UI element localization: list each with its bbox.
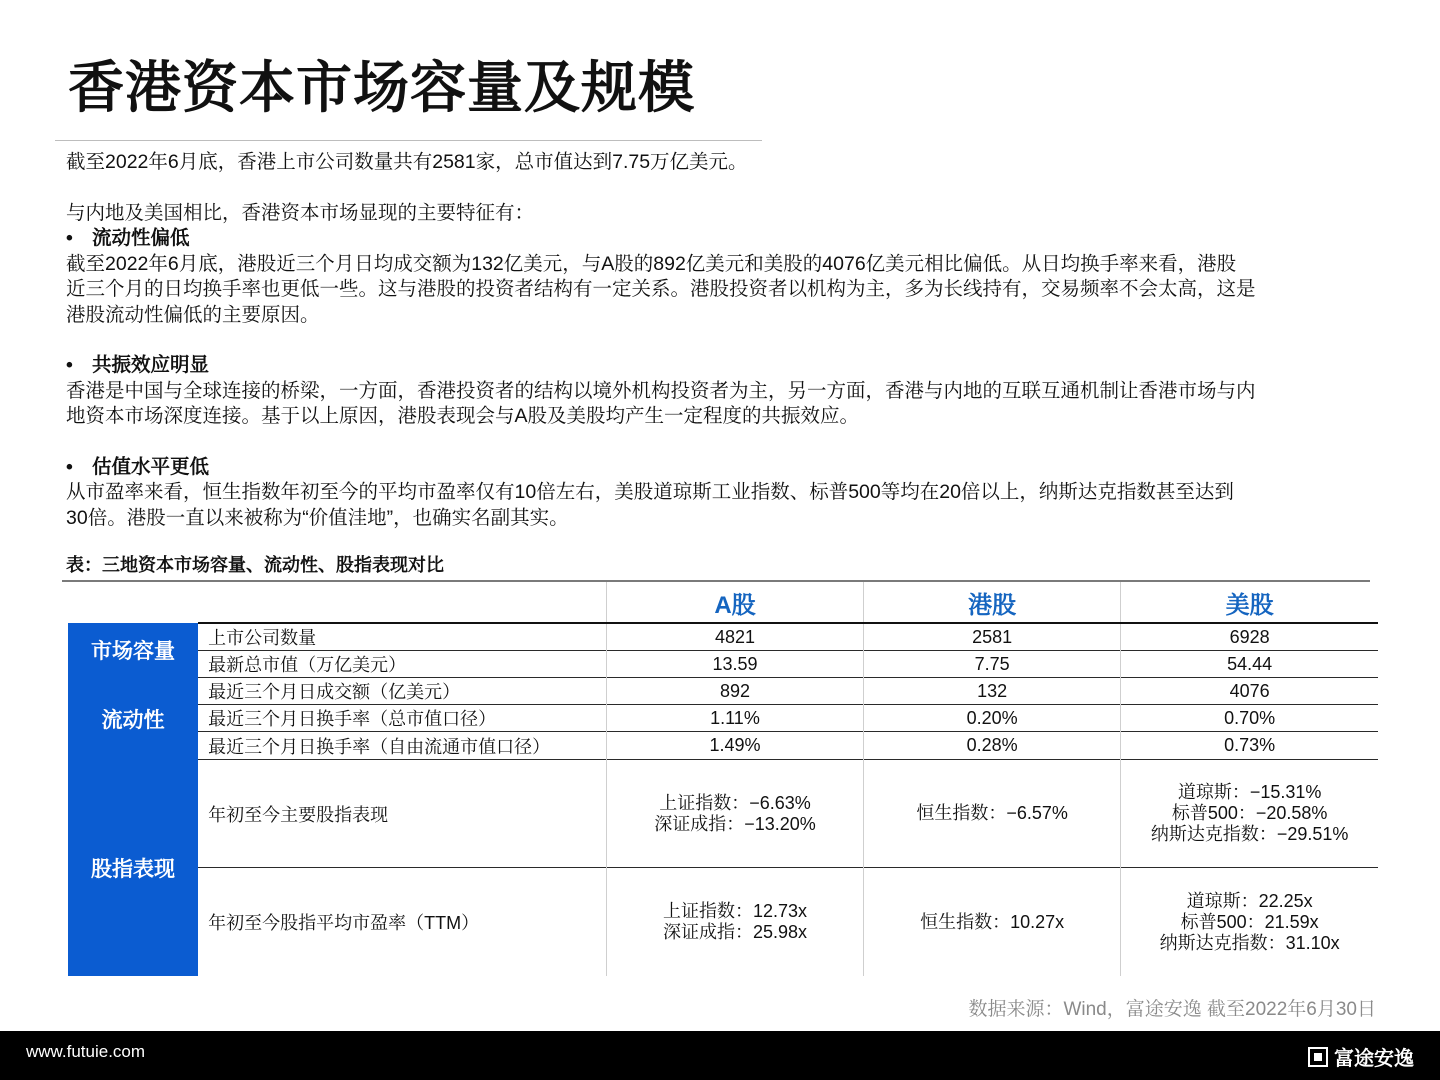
- brand-logo-icon: [1308, 1047, 1328, 1067]
- value-line: 上证指数：−6.63%: [659, 792, 811, 813]
- value-line: 标普500：21.59x: [1180, 911, 1319, 932]
- category-liquidity: 流动性: [68, 678, 198, 760]
- value-line: 恒生指数：10.27x: [920, 911, 1065, 932]
- value-cell: 4076: [1121, 678, 1378, 705]
- section-line: 从市盈率来看，恒生指数年初至今的平均市盈率仅有10倍左右，美股道琼斯工业指数、标普500等均在20倍以上，纳斯达克指数甚至达到: [66, 481, 1234, 503]
- bullet-dot: •: [66, 227, 73, 249]
- value-cell: 892: [606, 678, 863, 705]
- value-cell: [606, 868, 863, 977]
- metric-label: 年初至今主要股指表现: [198, 760, 606, 868]
- metric-label: 最近三个月日成交额（亿美元）: [198, 678, 606, 705]
- bullet-dot: •: [66, 455, 73, 478]
- brand-name: 富途安逸: [1334, 1048, 1414, 1070]
- header-us-share: 美股: [1121, 582, 1378, 623]
- intro-paragraph: 截至2022年6月底，香港上市公司数量共有2581家，总市值达到7.75万亿美元。: [66, 151, 748, 173]
- data-source-note: 数据来源：Wind，富途安逸 截至2022年6月30日: [968, 999, 1376, 1020]
- value-line: 深证成指：25.98x: [662, 922, 807, 942]
- footer-bar: [0, 1031, 1440, 1080]
- metric-label: 最新总市值（万亿美元）: [198, 651, 606, 678]
- footer-url-link[interactable]: www.futuie.com: [26, 1042, 146, 1061]
- value-cell: [606, 760, 863, 868]
- metric-label: 最近三个月日换手率（自由流通市值口径）: [198, 732, 606, 760]
- value-line: 纳斯达克指数：−29.51%: [1150, 824, 1349, 844]
- table-row: [68, 732, 1378, 760]
- body-text: [66, 150, 1366, 531]
- section-line: 近三个月的日均换手率也更低一些。这与港股的投资者结构有一定关系。港股投资者以机构为主，多为长线持有，交易频率不会太高，这是: [66, 278, 1256, 300]
- value-cell: 7.75: [864, 651, 1121, 678]
- metric-label: 年初至今股指平均市盈率（TTM）: [198, 868, 606, 977]
- value-line: 恒生指数：−6.57%: [916, 803, 1068, 823]
- bullet-heading-text: 共振效应明显: [92, 354, 210, 376]
- bullet-heading-valuation: [66, 455, 1366, 481]
- value-cell: 6928: [1121, 623, 1378, 651]
- section-line: 香港是中国与全球连接的桥梁，一方面，香港投资者的结构以境外机构投资者为主，另一方面，香港与内地的互联互通机制让香港市场与内: [66, 379, 1256, 402]
- bullet-heading-liquidity: [66, 226, 1366, 252]
- value-cell: 4821: [606, 623, 863, 651]
- value-cell: [864, 868, 1121, 977]
- bullet-heading-text: 流动性偏低: [92, 227, 190, 249]
- title-divider: [55, 140, 762, 141]
- section-line: 截至2022年6月底，港股近三个月日均成交额为132亿美元，与A股的892亿美元和美股的4076亿美元相比偏低。从日均换手率来看，港股: [66, 252, 1237, 275]
- value-line: 道琼斯：22.25x: [1186, 890, 1313, 911]
- value-cell: 0.73%: [1121, 732, 1378, 760]
- table-row: [68, 651, 1378, 678]
- bullet-dot: •: [66, 354, 73, 376]
- value-line: 道琼斯：−15.31%: [1177, 782, 1322, 802]
- category-capacity: 市场容量: [68, 623, 198, 678]
- table-row: [68, 760, 1378, 868]
- table-header-row: [68, 582, 1378, 623]
- table-row: [68, 678, 1378, 705]
- footer-brand: [1308, 1042, 1414, 1071]
- section-line: 30倍。港股一直以来被称为“价值洼地”，也确实名副其实。: [66, 506, 569, 529]
- section-line: 港股流动性偏低的主要原因。: [66, 303, 320, 326]
- table-row: [68, 623, 1378, 651]
- page-title: 香港资本市场容量及规模: [68, 56, 695, 119]
- table-row: [68, 705, 1378, 732]
- value-cell: [1121, 760, 1378, 868]
- value-cell: 0.70%: [1121, 705, 1378, 732]
- category-index: 股指表现: [68, 760, 198, 977]
- value-line: 上证指数：12.73x: [662, 901, 807, 921]
- value-cell: 132: [864, 678, 1121, 705]
- value-line: 纳斯达克指数：31.10x: [1159, 932, 1340, 953]
- value-cell: 0.20%: [864, 705, 1121, 732]
- section-line: 地资本市场深度连接。基于以上原因，港股表现会与A股及美股均产生一定程度的共振效应。: [66, 405, 860, 427]
- value-cell: 1.11%: [606, 705, 863, 732]
- table-caption: 表：三地资本市场容量、流动性、股指表现对比: [66, 555, 444, 575]
- value-line: 深证成指：−13.20%: [654, 813, 816, 834]
- lead-paragraph: 与内地及美国相比，香港资本市场显现的主要特征有：: [66, 201, 535, 224]
- bullet-heading-text: 估值水平更低: [92, 455, 210, 478]
- header-empty-cell: [198, 582, 606, 623]
- metric-label: 最近三个月日换手率（总市值口径）: [198, 705, 606, 732]
- value-line: 标普500：−20.58%: [1171, 803, 1328, 823]
- header-hk-share: 港股: [864, 582, 1121, 623]
- table-row: [68, 868, 1378, 977]
- value-cell: [864, 760, 1121, 868]
- value-cell: [1121, 868, 1378, 977]
- value-cell: 54.44: [1121, 651, 1378, 678]
- bullet-heading-resonance: [66, 353, 1366, 379]
- value-cell: 2581: [864, 623, 1121, 651]
- header-a-share: A股: [606, 582, 863, 623]
- value-cell: 13.59: [606, 651, 863, 678]
- value-cell: 1.49%: [606, 732, 863, 760]
- value-cell: 0.28%: [864, 732, 1121, 760]
- comparison-table: [68, 582, 1378, 976]
- metric-label: 上市公司数量: [198, 623, 606, 651]
- header-empty-cell: [68, 582, 198, 623]
